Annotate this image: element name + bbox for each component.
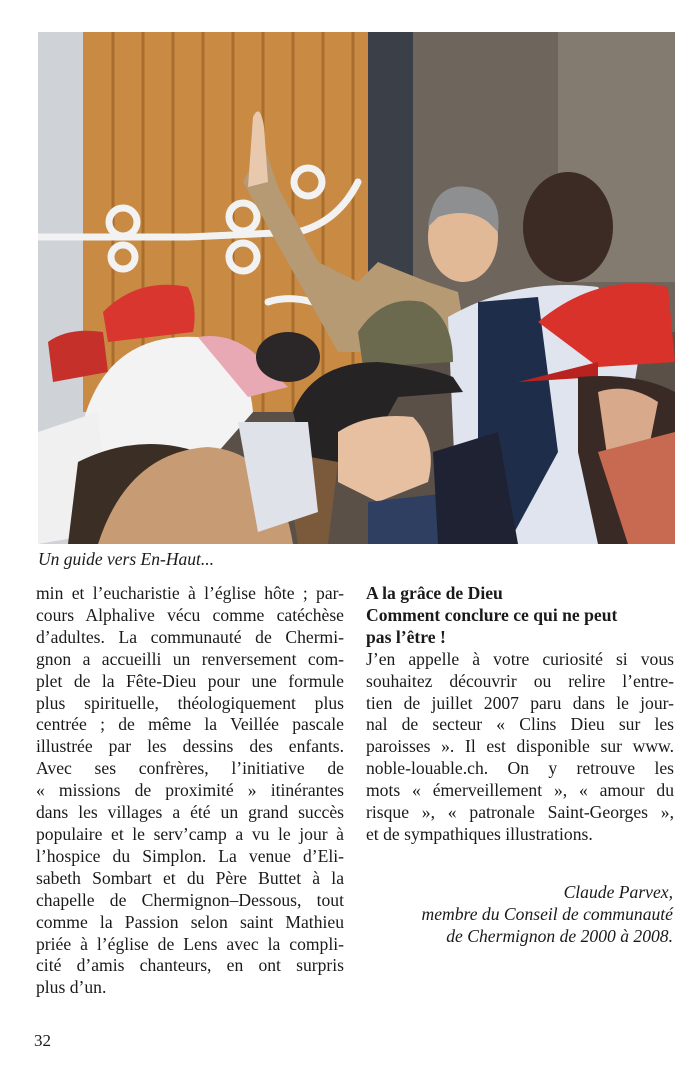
text-line: « missions de proximité » itinérantes (36, 780, 344, 801)
text-line: souhaitez découvrir ou relire l’entre- (366, 670, 674, 691)
photo-caption: Un guide vers En-Haut... (38, 549, 214, 569)
text-line: nal de secteur « Clins Dieu sur les (366, 714, 674, 735)
text-line: min et l’eucharistie à l’église hôte ; par- (36, 583, 344, 603)
text-line: illustrée par les dessins des enfants. (36, 736, 344, 757)
section-subheading-cont: pas l’être ! (366, 626, 446, 647)
text-line: noble-louable.ch. On y retrouve les (366, 758, 674, 779)
text-line: centrée ; de même la Veillée pascale (36, 714, 344, 735)
text-line: sabeth Sombart et du Père Buttet à la (36, 867, 344, 888)
section-subheading: Comment conclure ce qui ne peut (366, 604, 618, 625)
text-line: plus d’un. (36, 977, 107, 998)
right-column (366, 583, 674, 846)
signature-role: membre du Conseil de communauté (421, 904, 673, 924)
left-column (36, 583, 344, 999)
signature-name: Claude Parvex, (563, 882, 673, 902)
text-line: l’hospice du Simplon. La venue d’Eli- (36, 845, 344, 866)
signature-place: de Chermignon de 2000 à 2008. (446, 926, 673, 946)
text-line: mots « émerveillement », « amour du (366, 780, 674, 801)
text-line: gnon a accueilli un renversement com- (36, 648, 344, 669)
text-line: tien de juillet 2007 paru dans le jour- (366, 692, 674, 713)
page-number: 32 (34, 1031, 51, 1050)
text-line: risque », « patronale Saint-Georges », (366, 802, 674, 823)
text-line: cours Alphalive vécu comme catéchèse (36, 604, 344, 625)
text-line: dans les villages a été un grand succès (36, 802, 344, 823)
text-line: et de sympathiques illustrations. (366, 823, 593, 844)
text-line: priée à l’église de Lens avec la compli- (36, 933, 344, 954)
text-line: chapelle de Chermignon–Dessous, tout (36, 889, 344, 910)
signature (422, 881, 673, 947)
text-line: cité d’amis chanteurs, en ont surpris (36, 955, 344, 976)
photo-guide-group (38, 32, 675, 544)
text-line: Avec ses confrères, l’initiative de (36, 758, 344, 779)
text-line: comme la Passion selon saint Mathieu (36, 911, 344, 932)
text-line: plus spirituelle, théologiquement plus (36, 692, 344, 713)
text-line: J’en appelle à votre curiosité si vous (366, 648, 674, 669)
text-line: paroisses ». Il est disponible sur www. (366, 736, 674, 757)
text-line: plet de la Fête-Dieu pour une formule (36, 670, 344, 691)
text-line: populaire et le serv’camp a vu le jour à (36, 823, 344, 844)
text-line: d’adultes. La communauté de Chermi- (36, 626, 344, 647)
photo-illustration (38, 32, 675, 544)
section-heading: A la grâce de Dieu (366, 583, 503, 603)
